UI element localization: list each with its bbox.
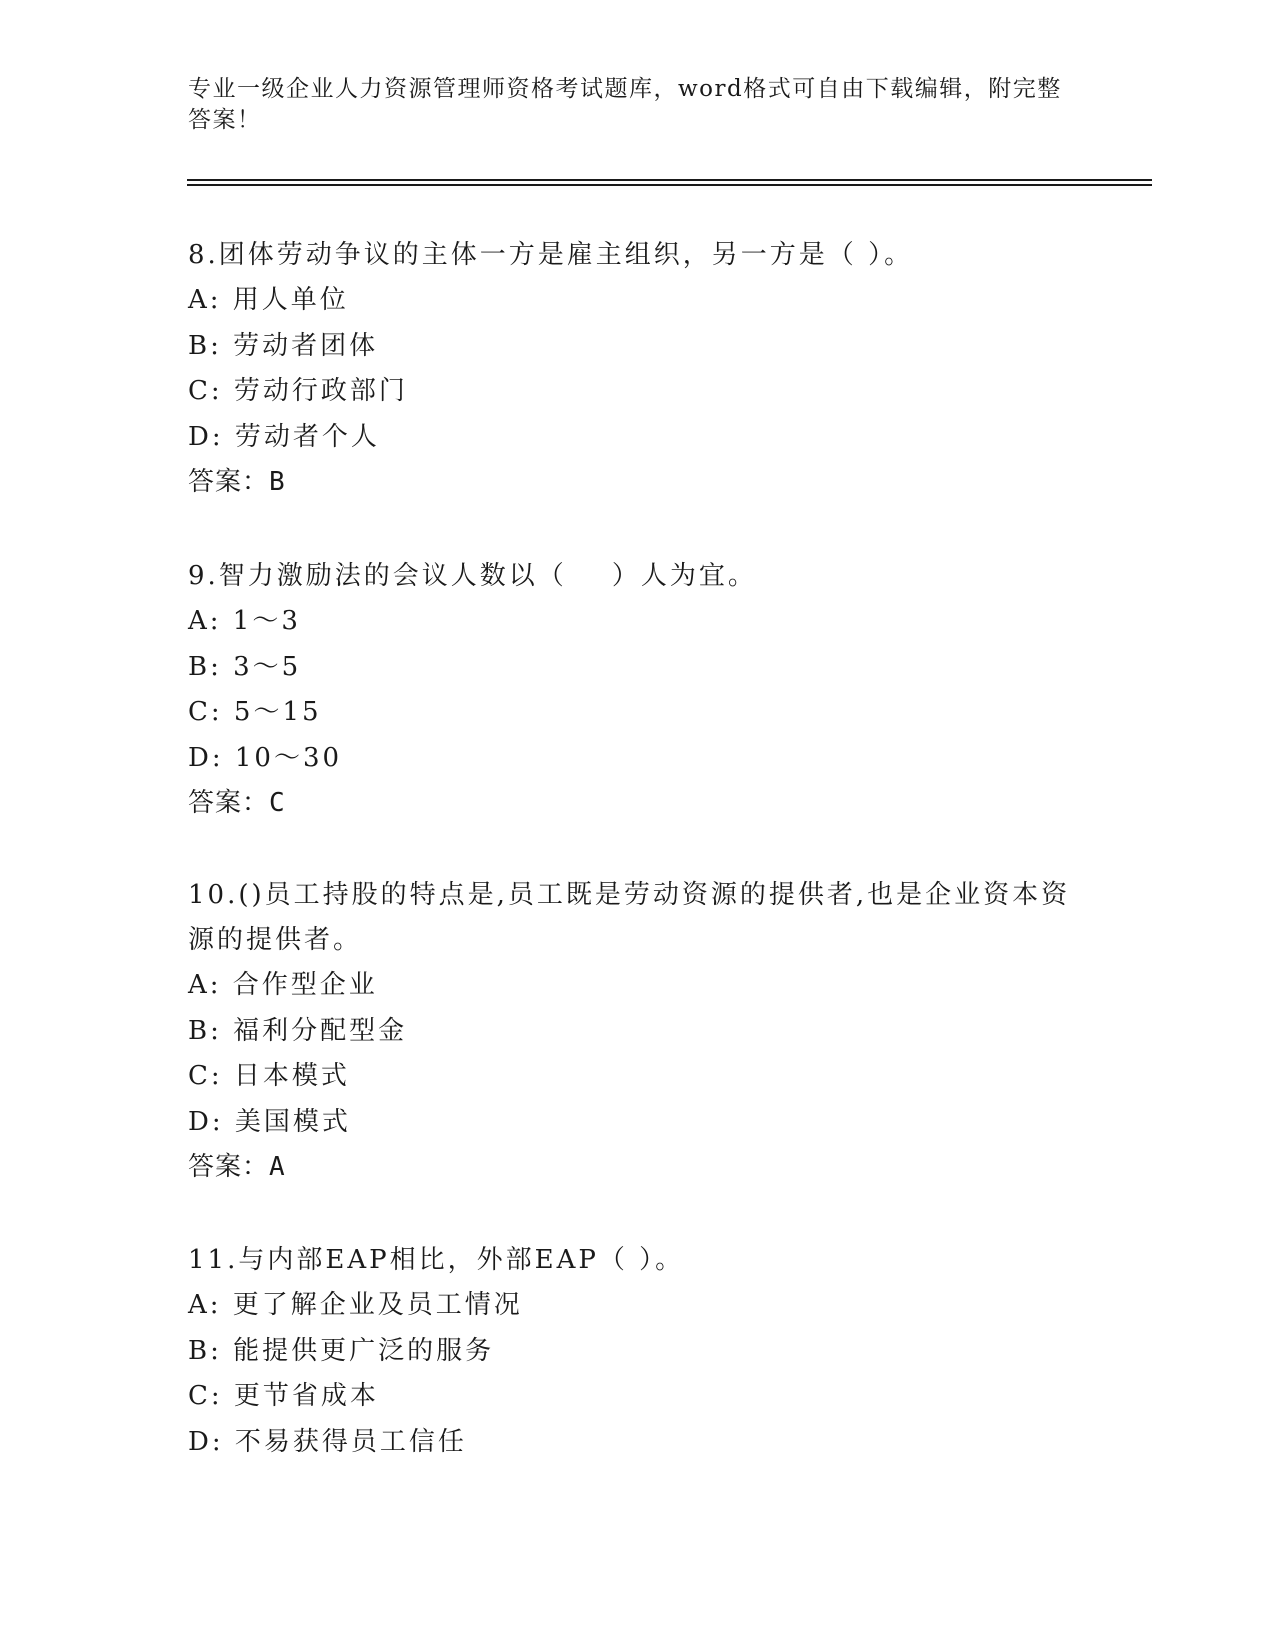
header-divider-bottom bbox=[187, 184, 1152, 186]
option-a: A: 用人单位 bbox=[188, 285, 349, 315]
header-divider-top bbox=[187, 179, 1152, 181]
question-stem: 8.团体劳动争议的主体一方是雇主组织，另一方是（ ）。 bbox=[188, 240, 914, 270]
option-c: C: 5～15 bbox=[188, 697, 322, 727]
answer: 答案：C bbox=[188, 788, 286, 818]
document-header bbox=[188, 74, 1088, 136]
option-d: D: 美国模式 bbox=[188, 1106, 351, 1137]
option-b: B: 能提供更广泛的服务 bbox=[188, 1335, 495, 1366]
header-line-1: 专业一级企业人力资源管理师资格考试题库，word格式可自由下载编辑，附完整 bbox=[188, 76, 1062, 102]
option-a: A: 更了解企业及员工情况 bbox=[188, 1290, 523, 1320]
option-c: C: 劳动行政部门 bbox=[188, 376, 408, 406]
option-c: C: 更节省成本 bbox=[188, 1381, 379, 1411]
question-10 bbox=[188, 873, 1088, 1190]
question-stem-line-2: 源的提供者。 bbox=[188, 925, 363, 955]
option-b: B: 3～5 bbox=[188, 651, 302, 682]
question-11 bbox=[188, 1238, 1088, 1465]
question-stem: 9.智力激励法的会议人数以（ ）人为宜。 bbox=[188, 561, 757, 591]
question-stem: 11.与内部EAP相比，外部EAP（ ）。 bbox=[188, 1245, 685, 1275]
answer: 答案：A bbox=[188, 1152, 286, 1182]
option-d: D: 劳动者个人 bbox=[188, 421, 380, 452]
option-d: D: 不易获得员工信任 bbox=[188, 1426, 467, 1457]
option-b: B: 福利分配型金 bbox=[188, 1015, 408, 1046]
answer: 答案：B bbox=[188, 467, 286, 497]
header-line-2: 答案！ bbox=[188, 107, 262, 133]
option-c: C: 日本模式 bbox=[188, 1061, 350, 1091]
question-stem-line-1: 10.()员工持股的特点是,员工既是劳动资源的提供者,也是企业资本资 bbox=[188, 880, 1071, 910]
option-d: D: 10～30 bbox=[188, 742, 343, 773]
option-a: A: 合作型企业 bbox=[188, 970, 378, 1000]
question-8 bbox=[188, 233, 1088, 505]
option-a: A: 1～3 bbox=[188, 606, 301, 636]
question-9 bbox=[188, 554, 1088, 826]
option-b: B: 劳动者团体 bbox=[188, 330, 379, 361]
